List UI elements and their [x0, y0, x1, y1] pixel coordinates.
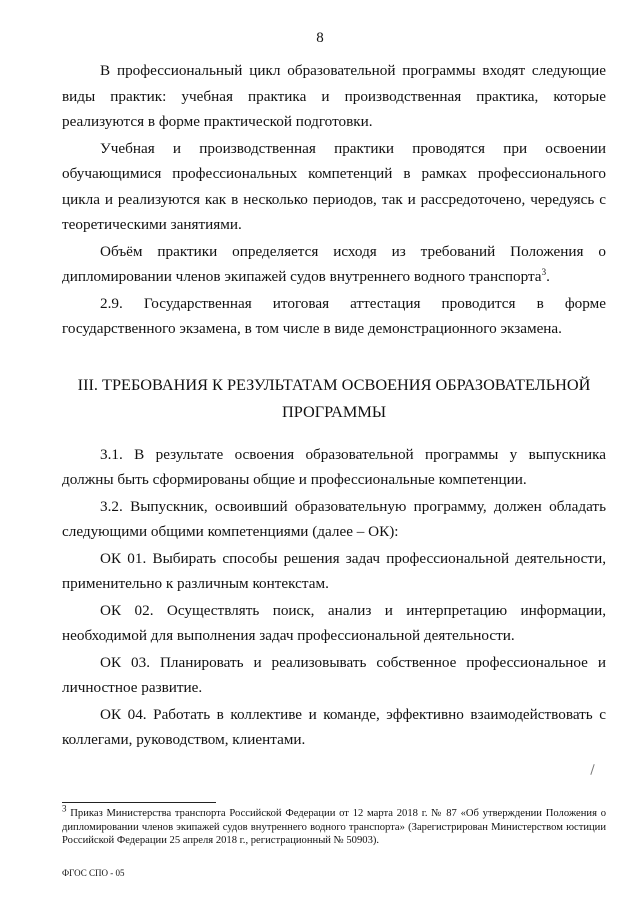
competency-ok-04: ОК 04. Работать в коллективе и команде, эффективно взаимодействовать с коллегами, руководством, клиентами. [62, 705, 606, 748]
paragraph-2-9: 2.9. Государственная итоговая аттестация проводится в форме государственного экзамена, в том числе в виде демонстрационного экзамена. [62, 294, 606, 337]
section-heading-line-2: ПРОГРАММЫ [281, 401, 387, 421]
footnote-divider [62, 802, 216, 803]
practice-volume-tail: . [546, 268, 550, 285]
paragraph-practice-volume [62, 239, 606, 290]
document-code: ФГОС СПО - 05 [62, 868, 125, 878]
competency-ok-02: ОК 02. Осуществлять поиск, анализ и интерпретацию информации, необходимой для выполнения задач профессиональной деятельности. [62, 601, 606, 644]
scan-mark [590, 764, 594, 775]
footnote [62, 803, 606, 848]
section-heading-line-1: III. ТРЕБОВАНИЯ К РЕЗУЛЬТАТАМ ОСВОЕНИЯ ОБРАЗОВАТЕЛЬНОЙ [77, 374, 591, 394]
paragraph-practice-conduct: Учебная и производственная практики проводятся при освоении обучающимися профессиональных компетенций в рамках профессионального цикла и реализуются как в несколько периодов, так и рассредоточено, чередуясь с теоретическими занятиями. [62, 139, 606, 233]
document-body [62, 58, 606, 754]
competency-ok-01: ОК 01. Выбирать способы решения задач профессиональной деятельности, применительно к различным контекстам. [62, 549, 606, 592]
practice-volume-text: Объём практики определяется исходя из требований Положения о дипломировании членов экипажей судов внутреннего водного транспорта [62, 242, 606, 285]
paragraph-practice-types: В профессиональный цикл образовательной программы входят следующие виды практик: учебная практика и производственная практика, которые реализуются в форме практической подготовки. [62, 62, 606, 130]
footnote-text: Приказ Министерства транспорта Российской Федерации от 12 марта 2018 г. № 87 «Об утверждении Положения о дипломировании членов экипажей судов внутреннего водного транспорта» (Зарегистрирован Министерством юстиции Российской Федерации 25 апреля 2018 г., регистрационный № 50903). [62, 808, 606, 846]
competency-ok-03: ОК 03. Планировать и реализовывать собственное профессиональное и личностное развитие. [62, 653, 606, 696]
footnote-marker: 3 [62, 803, 67, 814]
paragraph-3-1: 3.1. В результате освоения образовательной программы у выпускника должны быть сформированы общие и профессиональные компетенции. [62, 445, 606, 488]
footnote-reference: 3 [541, 266, 547, 277]
page-number: 8 [316, 30, 324, 46]
paragraph-3-2: 3.2. Выпускник, освоивший образовательную программу, должен обладать следующими общими компетенциями (далее – ОК): [62, 497, 606, 540]
section-heading [62, 371, 606, 425]
